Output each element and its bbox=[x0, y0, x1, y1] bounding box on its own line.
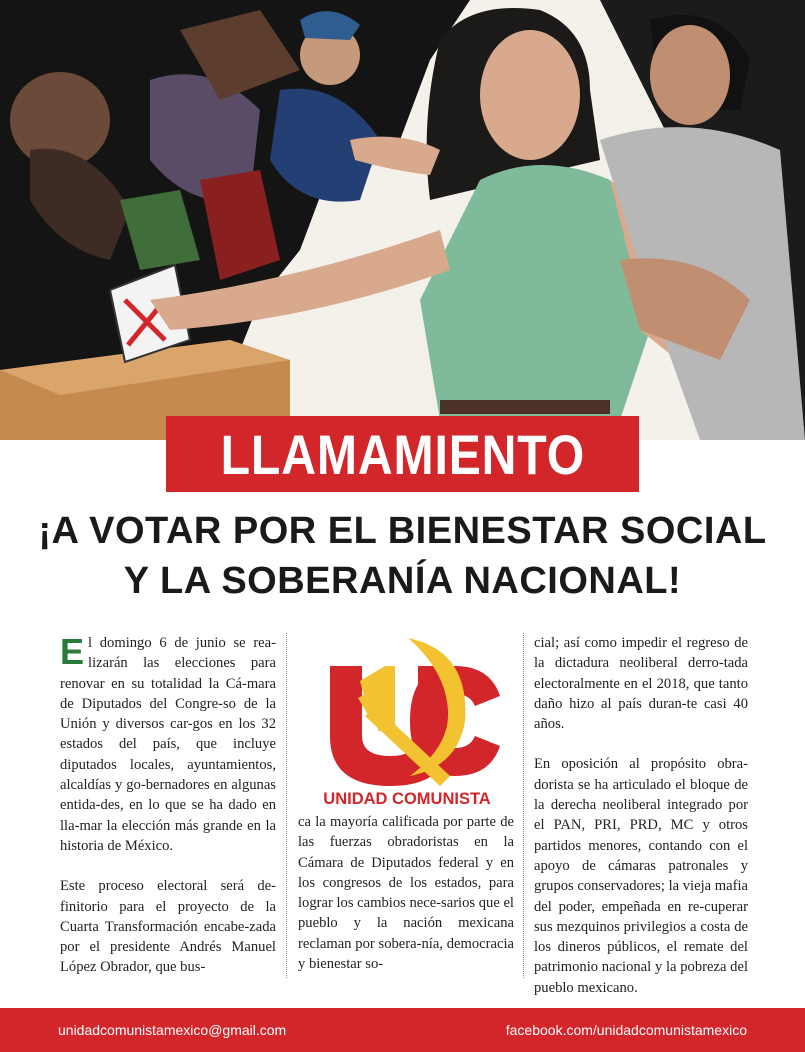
paragraph: cial; así como impedir el regreso de la dictadura neoliberal derro-tada electoralmente en el 2018, que tanto daño hizo al país duran-te casi 40 años. bbox=[534, 635, 748, 733]
banner-title: LLAMAMIENTO bbox=[220, 422, 585, 486]
paragraph: Este proceso electoral será de-finitorio para el proyecto de la Cuarta Transformación encabe-zada por el presidente Andrés Manuel López Obrador, que bus- bbox=[60, 878, 276, 976]
footer-email-link[interactable]: unidadcomunistamexico@gmail.com bbox=[58, 1022, 287, 1038]
paragraph: ca la mayoría calificada por parte de las fuerzas obradoristas en la Cámara de Diputados federal y en los congresos de los estados, para lograr los cambios nece-sarios que el pueblo y la nación mexicana reclaman por sobera-nía, democracia y bienestar so- bbox=[298, 814, 514, 973]
footer-bar bbox=[0, 1008, 805, 1052]
unidad-comunista-logo bbox=[300, 626, 514, 812]
column-divider bbox=[523, 633, 524, 978]
hero-illustration bbox=[0, 0, 805, 440]
headline-line-2: Y LA SOBERANÍA NACIONAL! bbox=[123, 560, 682, 602]
paragraph-text: l domingo 6 de junio se rea-lizarán las elecciones para renovar en su totalidad la Cá-mara de Diputados del Congre-so de la Unión y diversos car-gos en los 32 estados del país, que incluye diputados locales, ayuntamientos, alcaldías y go-bernadores en algunas entida-des, en lo que se ha dado en lla-mar la elección más grande en la historia de México. bbox=[60, 635, 276, 854]
footer-facebook-link[interactable]: facebook.com/unidadcomunistamexico bbox=[505, 1022, 747, 1038]
logo-wordmark: UNIDAD COMUNISTA bbox=[323, 790, 491, 808]
article-column-3 bbox=[534, 633, 748, 998]
article-column-2 bbox=[298, 812, 514, 974]
paragraph bbox=[60, 633, 276, 856]
paragraph: En oposición al propósito obra-dorista se ha articulado el bloque de la derecha neoliberal integrado por el PAN, PRI, PRD, MC y otros partidos menores, contando con el apoyo de cámaras patronales y grupos conservadores; la vieja mafia del poder, empeñada en re-cuperar sus mezquinos privilegios a costa de los dineros públicos, el remate del patrimonio nacional y la pobreza del pueblo mexicano. bbox=[534, 756, 748, 996]
title-banner bbox=[166, 416, 639, 492]
headline-line-1: ¡A VOTAR POR EL BIENESTAR SOCIAL bbox=[38, 510, 767, 552]
drop-cap: E bbox=[60, 631, 85, 672]
article-column-1 bbox=[60, 633, 276, 978]
column-divider bbox=[286, 633, 287, 978]
